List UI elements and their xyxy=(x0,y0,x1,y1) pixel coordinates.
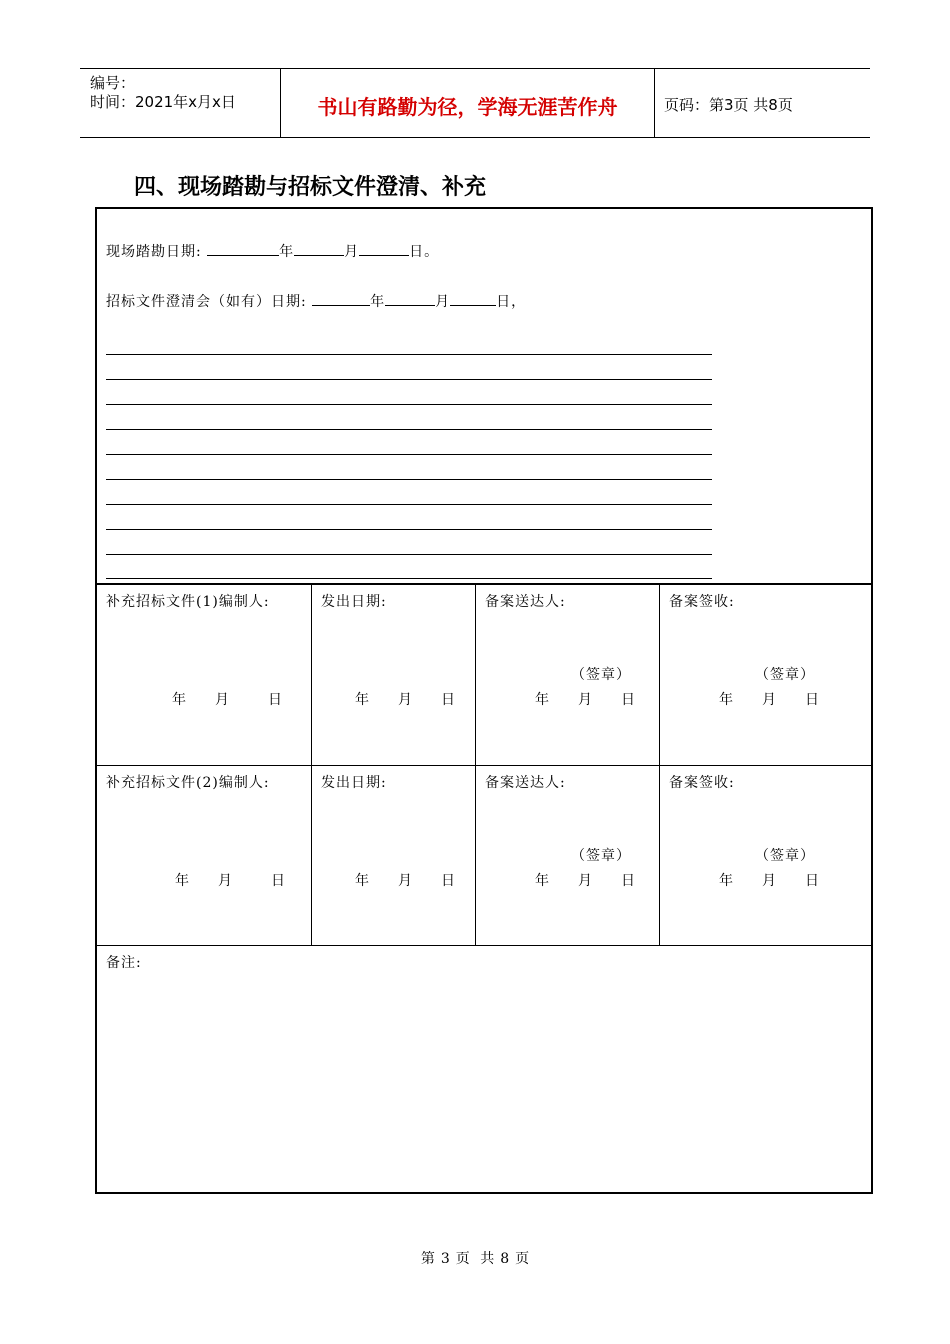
table-divider xyxy=(97,583,871,585)
clarify-date-label: 招标文件澄清会（如有）日期: xyxy=(106,294,307,310)
receiver-date[interactable]: 年 月 日 xyxy=(719,692,820,708)
survey-date-label: 现场踏勘日期: xyxy=(106,244,202,260)
sender-label: 备案送达人: xyxy=(485,775,566,791)
year-label: 年 xyxy=(279,244,295,260)
sender-label: 备案送达人: xyxy=(485,594,566,610)
page-header xyxy=(80,68,870,138)
header-meta xyxy=(80,69,280,137)
writing-line[interactable] xyxy=(106,454,712,455)
writing-line[interactable] xyxy=(106,379,712,380)
seal-label: （签章） xyxy=(755,848,815,864)
current-page: 3 xyxy=(440,1251,450,1267)
issue-date[interactable]: 年 月 日 xyxy=(355,692,456,708)
writing-line[interactable] xyxy=(106,578,712,579)
month-label: 月 xyxy=(435,294,451,310)
number-label: 编号： xyxy=(90,74,136,92)
day-label: 日， xyxy=(496,294,527,310)
survey-year-blank[interactable] xyxy=(207,241,279,256)
clarify-month-blank[interactable] xyxy=(385,291,435,306)
table-divider xyxy=(97,945,871,946)
section-title: 四、现场踏勘与招标文件澄清、补充 xyxy=(134,175,487,200)
month-label: 月 xyxy=(344,244,360,260)
compiler-label: 补充招标文件(2)编制人: xyxy=(106,775,270,791)
column-divider xyxy=(659,584,660,945)
compiler-label: 补充招标文件(1)编制人: xyxy=(106,594,270,610)
header-page-cell xyxy=(654,69,870,137)
receiver-date[interactable]: 年 月 日 xyxy=(719,873,820,889)
header-motto-cell xyxy=(280,69,655,137)
time-label: 时间：2021年x月x日 xyxy=(90,93,236,111)
writing-line[interactable] xyxy=(106,354,712,355)
seal-label: （签章） xyxy=(571,848,631,864)
survey-month-blank[interactable] xyxy=(294,241,344,256)
remarks-area[interactable] xyxy=(97,975,871,1190)
receiver-label: 备案签收: xyxy=(669,594,735,610)
survey-day-blank[interactable] xyxy=(359,241,409,256)
sender-date[interactable]: 年 月 日 xyxy=(535,692,636,708)
column-divider xyxy=(475,584,476,945)
clarify-day-blank[interactable] xyxy=(450,291,496,306)
day-label: 日。 xyxy=(409,244,440,260)
writing-line[interactable] xyxy=(106,504,712,505)
table-divider xyxy=(97,765,871,766)
seal-label: （签章） xyxy=(571,667,631,683)
remarks-label: 备注: xyxy=(106,955,142,971)
clarify-year-blank[interactable] xyxy=(312,291,370,306)
issue-date-label: 发出日期: xyxy=(321,775,387,791)
writing-line[interactable] xyxy=(106,529,712,530)
page-info: 页码：第3页 共8页 xyxy=(664,96,793,114)
page-footer: 第 3 页 共 8 页 xyxy=(420,1251,530,1267)
issue-date[interactable]: 年 月 日 xyxy=(355,873,456,889)
column-divider xyxy=(311,584,312,945)
year-label: 年 xyxy=(370,294,386,310)
total-pages: 8 xyxy=(500,1251,510,1267)
issue-date-label: 发出日期: xyxy=(321,594,387,610)
survey-date-line xyxy=(106,241,439,261)
sender-date[interactable]: 年 月 日 xyxy=(535,873,636,889)
clarify-date-line xyxy=(106,291,526,311)
compiler-date[interactable]: 年 月 日 xyxy=(175,873,286,889)
writing-line[interactable] xyxy=(106,479,712,480)
form-table xyxy=(95,207,873,1194)
writing-line[interactable] xyxy=(106,554,712,555)
motto: 书山有路勤为径，学海无涯苦作舟 xyxy=(317,95,618,119)
compiler-date[interactable]: 年 月 日 xyxy=(172,692,283,708)
writing-line[interactable] xyxy=(106,429,712,430)
seal-label: （签章） xyxy=(755,667,815,683)
receiver-label: 备案签收: xyxy=(669,775,735,791)
writing-line[interactable] xyxy=(106,404,712,405)
